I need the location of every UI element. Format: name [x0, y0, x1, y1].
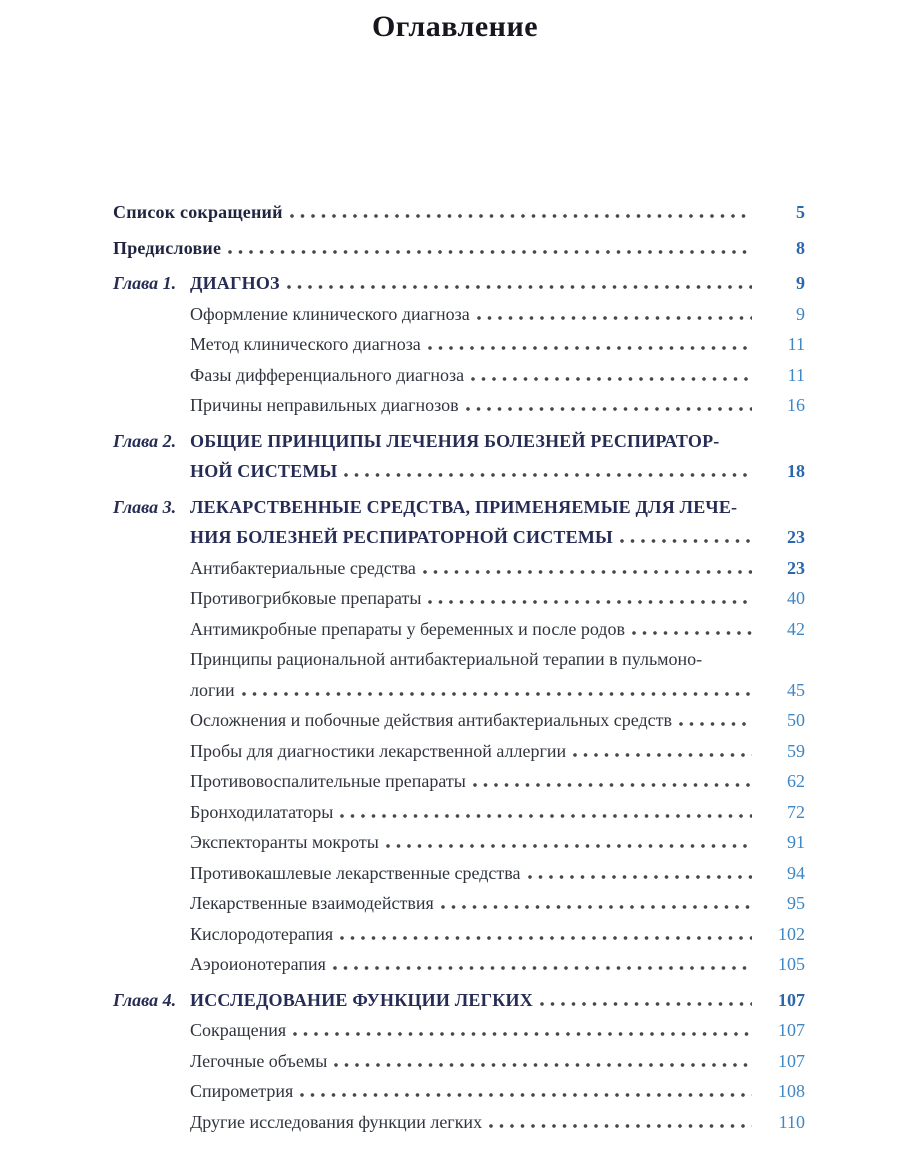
- dot-leader: [228, 250, 752, 254]
- dot-leader: [679, 722, 752, 726]
- toc-entry-line: [113, 238, 805, 269]
- toc-entry-line: [113, 954, 805, 985]
- page-number: 107: [778, 1020, 805, 1040]
- dot-leader: [386, 844, 752, 848]
- entry-title: Причины неправильных диагнозов: [190, 395, 459, 415]
- dot-leader: [287, 285, 752, 289]
- page-number: 107: [778, 989, 805, 1010]
- page-number: 9: [796, 303, 805, 324]
- entry-title: Противовоспалительные препараты: [190, 771, 466, 791]
- toc-entry-line: [113, 497, 805, 528]
- entry-title: Сокращения: [190, 1020, 287, 1040]
- dot-leader: [471, 377, 752, 381]
- dot-leader: [293, 1032, 752, 1036]
- dot-leader: [620, 539, 752, 543]
- dot-leader: [333, 966, 752, 970]
- page-number: 108: [778, 1081, 805, 1101]
- toc-entry-line: [113, 202, 805, 233]
- dot-leader: [466, 407, 752, 411]
- entry-title: Антибактериальные средства: [190, 557, 416, 578]
- entry-title: ОБЩИЕ ПРИНЦИПЫ ЛЕЧЕНИЯ БОЛЕЗНЕЙ РЕСПИРАТОР-: [190, 430, 720, 451]
- page-number: 62: [787, 771, 805, 791]
- dot-leader: [344, 473, 752, 477]
- entry-title: Другие исследования функции легких: [190, 1111, 483, 1132]
- toc-entry-line: [113, 334, 805, 365]
- entry-title: Спирометрия: [190, 1081, 294, 1101]
- toc-entry-line: [113, 802, 805, 833]
- entry-title: Оформление клинического диагноза: [190, 303, 470, 324]
- page-number: 23: [787, 557, 805, 578]
- dot-leader: [489, 1124, 752, 1128]
- entry-title: Легочные объемы: [190, 1050, 328, 1071]
- toc-entry-line: [113, 527, 805, 558]
- dot-leader: [428, 346, 752, 350]
- page-number: 23: [787, 527, 805, 547]
- dot-leader: [632, 631, 752, 635]
- page-number: 94: [787, 862, 805, 883]
- entry-title: Метод клинического диагноза: [190, 334, 421, 354]
- dot-leader: [340, 814, 752, 818]
- toc-entry-line: [113, 558, 805, 589]
- entry-title: Принципы рациональной антибактериальной терапии в пульмоно-: [190, 649, 703, 669]
- chapter-label: Глава 4.: [113, 989, 177, 1010]
- page-number: 40: [787, 588, 805, 608]
- dot-leader: [300, 1093, 752, 1097]
- toc-entry-line: [113, 461, 805, 492]
- page-number: 9: [796, 273, 805, 293]
- chapter-label: Глава 3.: [113, 496, 177, 517]
- entry-title: Противокашлевые лекарственные средства: [190, 862, 521, 883]
- page-number: 11: [787, 364, 805, 385]
- toc-list: [113, 202, 805, 1142]
- page-number: 45: [787, 679, 805, 700]
- toc-entry-line: [113, 619, 805, 650]
- toc-entry-line: [113, 680, 805, 711]
- toc-entry-line: [113, 1112, 805, 1143]
- chapter-label: Глава 1.: [113, 273, 177, 293]
- page-number: 59: [787, 740, 805, 761]
- dot-leader: [477, 316, 752, 320]
- entry-title: Кислородотерапия: [190, 923, 334, 944]
- dot-leader: [528, 875, 752, 879]
- toc-entry-line: [113, 649, 805, 680]
- page-number: 102: [778, 923, 805, 944]
- page-number: 110: [778, 1111, 805, 1132]
- dot-leader: [242, 692, 752, 696]
- page-number: 8: [796, 237, 805, 258]
- entry-title: Антимикробные препараты у беременных и после родов: [190, 618, 625, 639]
- page-number: 95: [787, 893, 805, 913]
- entry-title: Список сокращений: [113, 202, 283, 222]
- entry-title: Аэроионотерапия: [190, 954, 326, 974]
- entry-title: Пробы для диагностики лекарственной аллергии: [190, 740, 567, 761]
- toc-entry-line: [113, 893, 805, 924]
- dot-leader: [428, 600, 752, 604]
- entry-title: Осложнения и побочные действия антибактериальных средств: [190, 710, 672, 730]
- entry-title: Лекарственные взаимодействия: [190, 893, 434, 913]
- entry-title: Противогрибковые препараты: [190, 588, 422, 608]
- page-title: Оглавление: [371, 10, 539, 43]
- toc-entry-line: [113, 1081, 805, 1112]
- entry-title: НОЙ СИСТЕМЫ: [190, 461, 338, 481]
- chapter-label: Глава 2.: [113, 430, 177, 451]
- toc-entry-line: [113, 832, 805, 863]
- toc-entry-line: [113, 1020, 805, 1051]
- page-number: 11: [787, 334, 805, 354]
- toc-entry-line: [113, 365, 805, 396]
- toc-entry-line: [113, 395, 805, 426]
- page-number: 72: [787, 801, 805, 822]
- entry-title: Бронходилататоры: [190, 801, 334, 822]
- toc-entry-line: [113, 588, 805, 619]
- entry-title: ДИАГНОЗ: [190, 273, 280, 293]
- toc-entry-line: [113, 771, 805, 802]
- entry-title: ЛЕКАРСТВЕННЫЕ СРЕДСТВА, ПРИМЕНЯЕМЫЕ ДЛЯ ЛЕЧЕ-: [190, 496, 738, 517]
- page-number: 107: [778, 1050, 805, 1071]
- page-number: 42: [787, 618, 805, 639]
- toc-entry-line: [113, 863, 805, 894]
- toc-entry-line: [113, 990, 805, 1021]
- dot-leader: [540, 1002, 752, 1006]
- toc-entry-line: [113, 431, 805, 462]
- entry-title: логии: [190, 679, 235, 700]
- page-number: 91: [787, 832, 805, 852]
- dot-leader: [290, 214, 752, 218]
- entry-title: Экспекторанты мокроты: [190, 832, 379, 852]
- page-number: 5: [796, 202, 805, 222]
- dot-leader: [340, 936, 752, 940]
- toc-entry-line: [113, 1051, 805, 1082]
- dot-leader: [423, 570, 752, 574]
- dot-leader: [441, 905, 752, 909]
- dot-leader: [573, 753, 752, 757]
- toc-entry-line: [113, 710, 805, 741]
- toc-entry-line: [113, 924, 805, 955]
- page-number: 16: [787, 395, 805, 415]
- entry-title: Фазы дифференциального диагноза: [190, 364, 465, 385]
- page-number: 50: [787, 710, 805, 730]
- page-number: 18: [787, 461, 805, 481]
- dot-leader: [473, 783, 752, 787]
- page-number: 105: [778, 954, 805, 974]
- dot-leader: [334, 1063, 752, 1067]
- entry-title: НИЯ БОЛЕЗНЕЙ РЕСПИРАТОРНОЙ СИСТЕМЫ: [190, 527, 613, 547]
- entry-title: Предисловие: [113, 237, 222, 258]
- toc-entry-line: [113, 741, 805, 772]
- toc-entry-line: [113, 273, 805, 304]
- toc-entry-line: [113, 304, 805, 335]
- entry-title: ИССЛЕДОВАНИЕ ФУНКЦИИ ЛЕГКИХ: [190, 989, 533, 1010]
